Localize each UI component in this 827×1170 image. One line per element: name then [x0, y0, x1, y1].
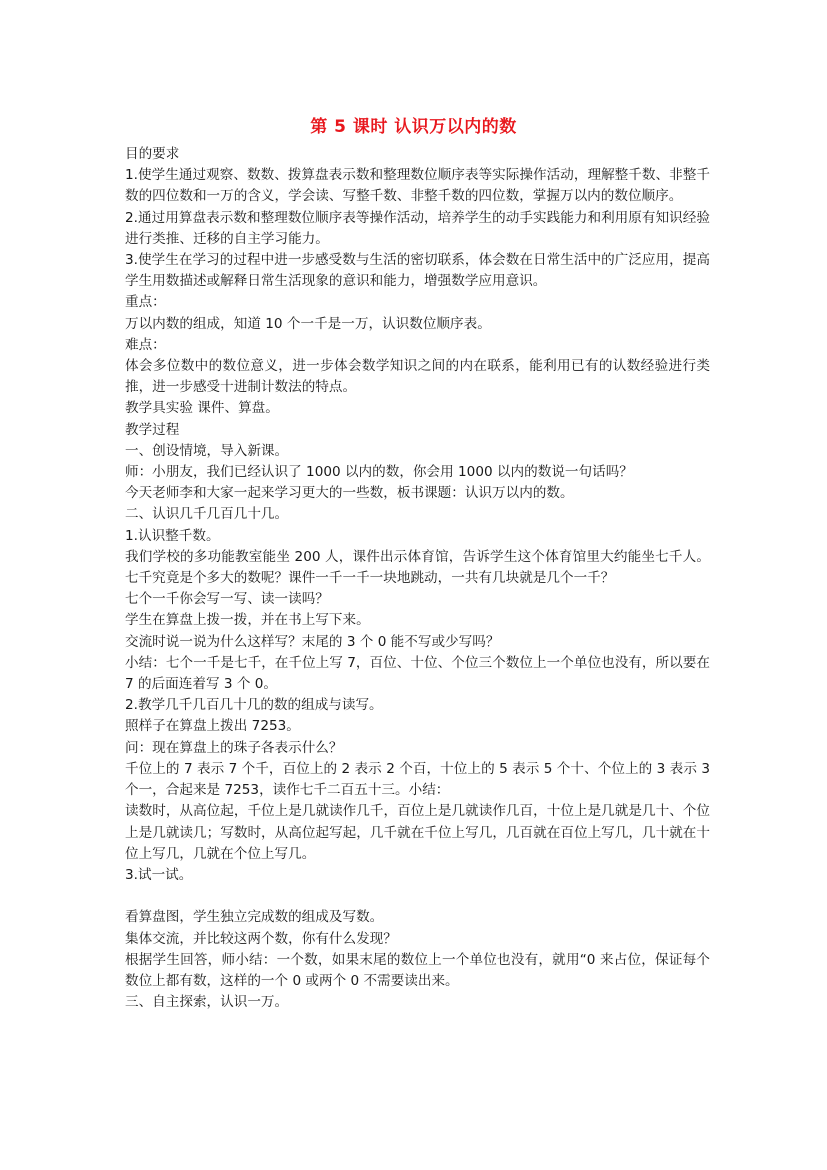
summary-seven-thousand: 小结：七个一千是七千，在千位上写 7，百位、十位、个位三个数位上一个单位也没有，所以要在 7 的后面连着写 3 个 0。 [125, 654, 710, 693]
subsection-3-heading: 3.试一试。 [125, 866, 193, 883]
gym-example: 我们学校的多功能教室能坐 200 人，课件出示体育馆，告诉学生这个体育馆里大约能坐七千人。七千究竟是个多大的数呢？课件一千一千一块地跳动，一共有几块就是几个一千？ [125, 548, 710, 587]
reading-writing-rule: 读数时，从高位起，千位上是几就读作几千，百位上是几就读作几百，十位上是几就是几十、个位上是几就读几；写数时，从高位起写起，几千就在千位上写几，几百就在百位上写几，几十就在十位上写几，几就在个位上写几。 [125, 803, 710, 862]
goal-3: 3.使学生在学习的过程中进一步感受数与生活的密切联系，体会数在日常生活中的广泛应用，提高学生用数描述或解释日常生活现象的意识和能力，增强数学应用意识。 [125, 252, 710, 290]
goal-1: 1.使学生通过观察、数数、拨算盘表示数和整理数位顺序表等实际操作活动，理解整千数、非整千数的四位数和一万的含义，学会读、写整千数、非整千数的四位数，掌握万以内的数位顺序。 [125, 167, 710, 205]
step-1-heading: 一、创设情境，导入新课。 [125, 442, 289, 459]
abacus-activity: 学生在算盘上拨一拨，并在书上写下来。 [125, 612, 370, 629]
abacus-figure-task: 看算盘图，学生独立完成数的组成及写数。 [125, 909, 384, 926]
abacus-7253: 照样子在算盘上拨出 7253。 [125, 718, 300, 735]
teacher-question: 师：小朋友，我们已经认识了 1000 以内的数，你会用 1000 以内的数说一句话吗？ [125, 464, 633, 481]
section-heading-process: 教学过程 [125, 421, 180, 438]
key-points-text: 万以内数的组成，知道 10 个一千是一万，认识数位顺序表。 [125, 315, 491, 332]
group-discussion: 集体交流，并比较这两个数，你有什么发现？ [125, 930, 397, 947]
lesson-title: 第 5 课时 认识万以内的数 [310, 117, 517, 137]
goal-2: 2.通过用算盘表示数和整理数位顺序表等操作活动，培养学生的动手实践能力和利用原有知识经验进行类推、迁移的自主学习能力。 [125, 209, 710, 247]
step-3-heading: 三、自主探索，认识一万。 [125, 994, 289, 1011]
blank-line [125, 886, 710, 907]
write-read-prompt: 七个一千你会写一写、读一读吗？ [125, 591, 329, 608]
difficulties-text: 体会多位数中的数位意义，进一步体会数学知识之间的内在联系，能利用已有的认数经验进行类推，进一步感受十进制计数法的特点。 [125, 358, 710, 396]
section-heading-difficulties: 难点： [125, 336, 166, 353]
teaching-aids: 教学具实验 课件、算盘。 [125, 400, 279, 417]
section-heading-key-points: 重点： [125, 294, 166, 311]
lesson-body [125, 144, 710, 1013]
section-heading-goals: 目的要求 [125, 146, 180, 162]
zero-placeholder-summary: 根据学生回答，师小结：一个数，如果末尾的数位上一个单位也没有，就用“0 来占位，保证每个数位上都有数，这样的一个 0 或两个 0 不需要读出来。 [125, 951, 710, 989]
place-value-explanation: 千位上的 7 表示 7 个千，百位上的 2 表示 2 个百，十位上的 5 表示 5 个十、个位上的 3 表示 3 个一，合起来是 7253，读作七千二百五十三。小结： [125, 760, 710, 799]
topic-intro: 今天老师李和大家一起来学习更大的一些数，板书课题：认识万以内的数。 [125, 485, 574, 502]
subsection-1-heading: 1.认识整千数。 [125, 527, 220, 544]
bead-question: 问：现在算盘上的珠子各表示什么？ [125, 739, 343, 756]
discussion-prompt: 交流时说一说为什么这样写？末尾的 3 个 0 能不写或少写吗？ [125, 633, 500, 650]
subsection-2-heading: 2.教学几千几百几十几的数的组成与读写。 [125, 697, 383, 714]
step-2-heading: 二、认识几千几百几十几。 [125, 506, 289, 523]
